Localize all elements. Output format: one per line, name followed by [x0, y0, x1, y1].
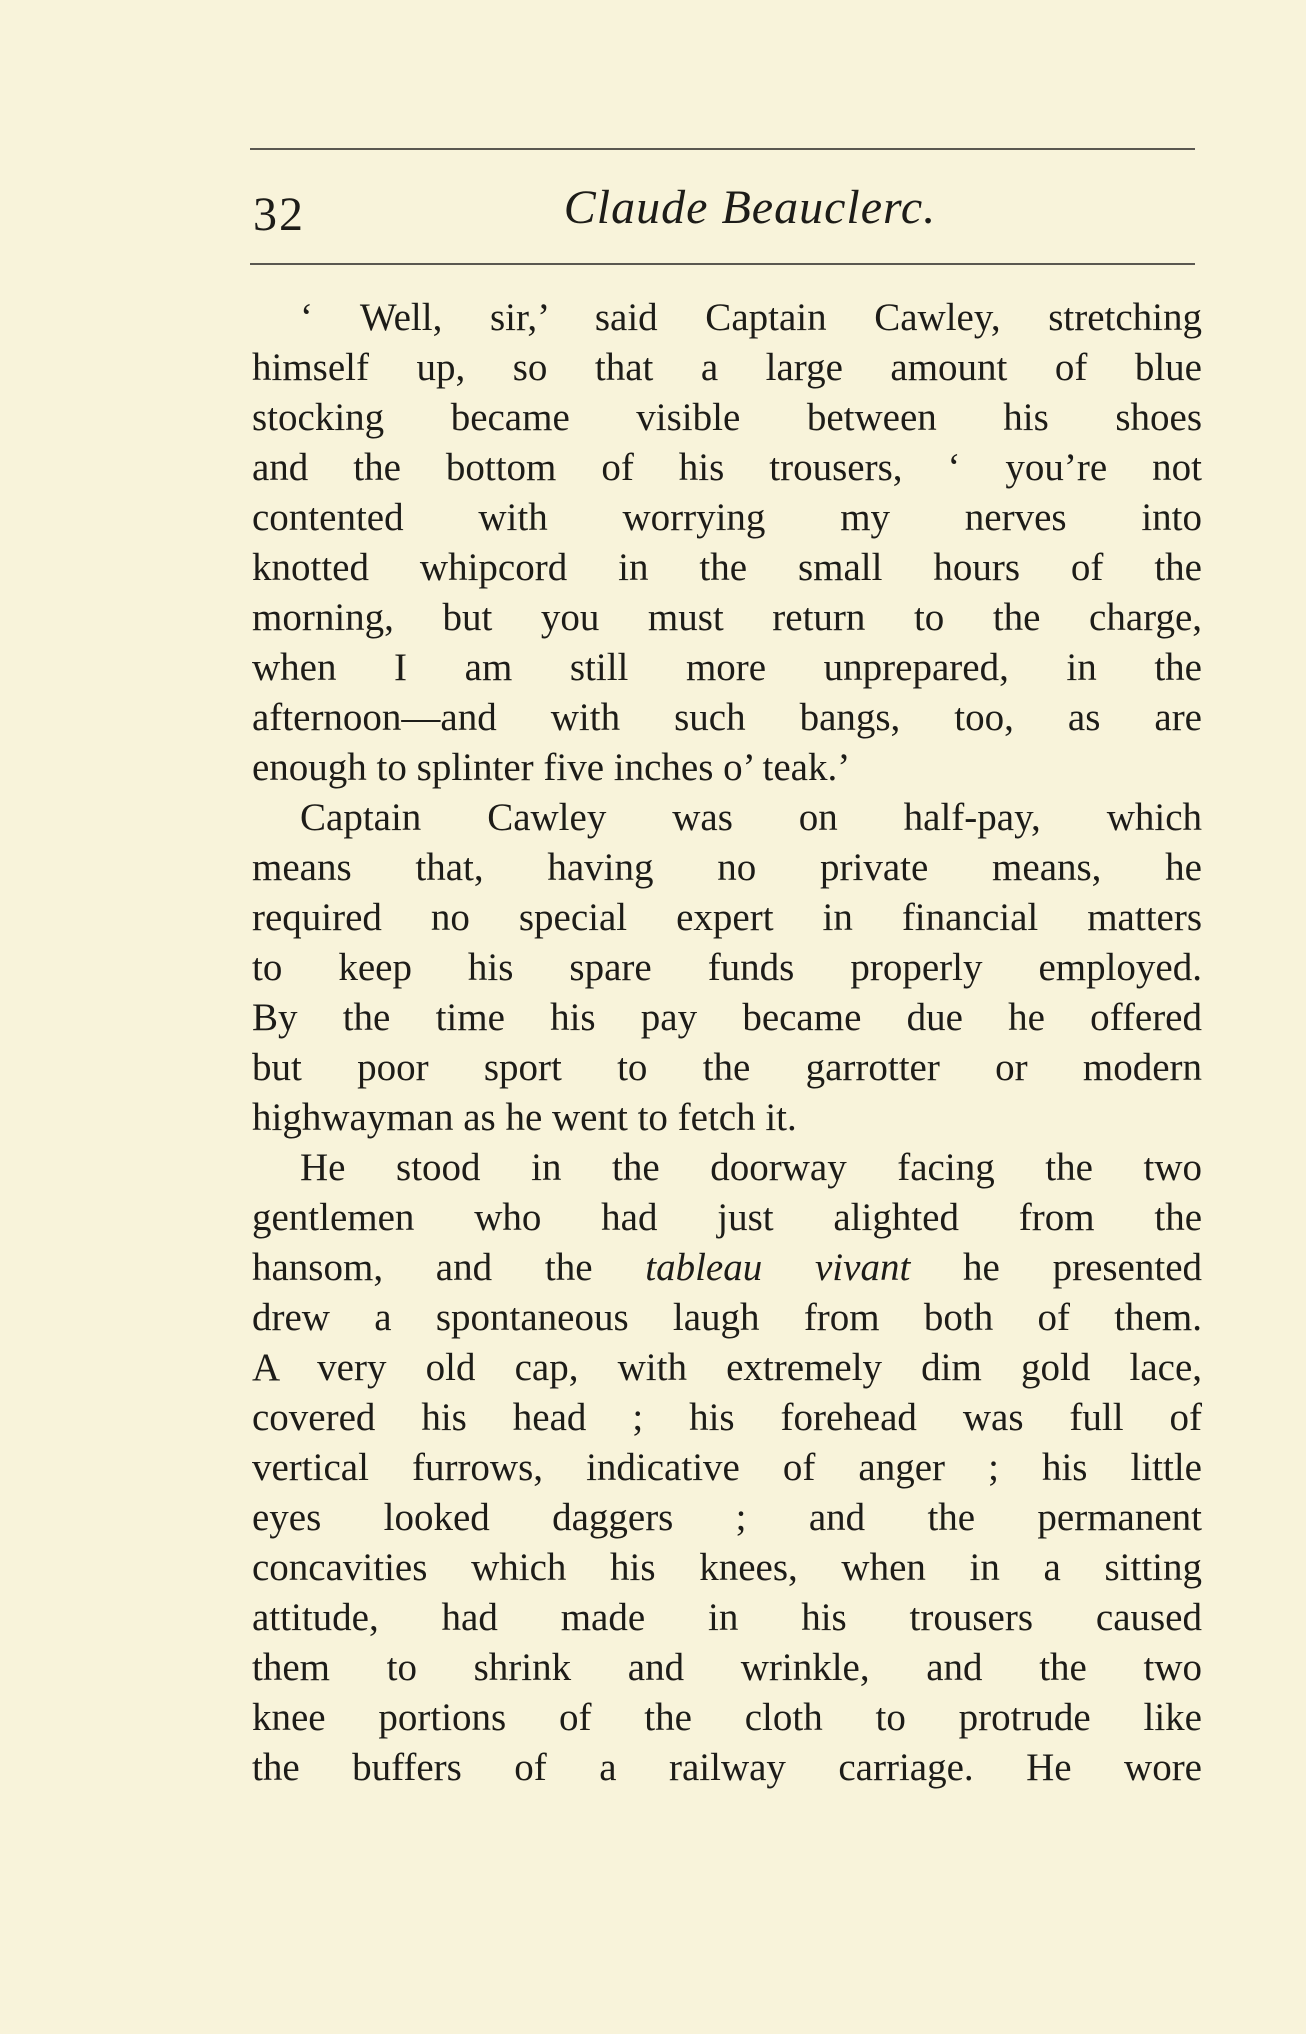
text-line: but poor sport to the garrotter or modern: [252, 1046, 1202, 1089]
page-number: 32: [253, 188, 305, 241]
text-line: stocking became visible between his shoes: [252, 396, 1202, 439]
text-line: Captain Cawley was on half-pay, which: [300, 796, 1202, 839]
text-line: morning, but you must return to the charge,: [252, 596, 1202, 639]
italic-phrase: tableau vivant: [645, 1246, 911, 1289]
text-line: the buffers of a railway carriage. He wore: [252, 1746, 1202, 1789]
text-line: when I am still more unprepared, in the: [252, 646, 1202, 689]
text-segment: hansom, and the: [252, 1246, 593, 1289]
text-line: covered his head ; his forehead was full of: [252, 1396, 1202, 1439]
text-line: ‘ Well, sir,’ said Captain Cawley, stretching: [300, 296, 1202, 339]
text-line: gentlemen who had just alighted from the: [252, 1196, 1202, 1239]
text-line: He stood in the doorway facing the two: [300, 1146, 1202, 1189]
text-line: contented with worrying my nerves into: [252, 496, 1202, 539]
text-line: himself up, so that a large amount of blue: [252, 346, 1202, 389]
text-line: afternoon—and with such bangs, too, as are: [252, 696, 1202, 739]
text-line: knotted whipcord in the small hours of the: [252, 546, 1202, 589]
text-line-mixed: [252, 1243, 1202, 1293]
text-line: By the time his pay became due he offered: [252, 996, 1202, 1039]
text-line: and the bottom of his trousers, ‘ you’re not: [252, 446, 1202, 489]
text-line: vertical furrows, indicative of anger ; his little: [252, 1446, 1202, 1489]
text-line: A very old cap, with extremely dim gold lace,: [252, 1346, 1202, 1389]
text-line: highwayman as he went to fetch it.: [252, 1096, 797, 1139]
header-top-rule: [250, 148, 1195, 150]
text-segment: he presented: [963, 1246, 1203, 1289]
text-line: eyes looked daggers ; and the permanent: [252, 1496, 1202, 1539]
header-bottom-rule: [250, 263, 1195, 265]
text-line: to keep his spare funds properly employed.: [252, 946, 1202, 989]
text-line: enough to splinter five inches o’ teak.’: [252, 746, 851, 789]
text-line: attitude, had made in his trousers caused: [252, 1596, 1202, 1639]
running-title: Claude Beauclerc.: [563, 181, 937, 234]
text-line: concavities which his knees, when in a sitting: [252, 1546, 1202, 1589]
text-line: means that, having no private means, he: [252, 846, 1202, 889]
text-line: drew a spontaneous laugh from both of them.: [252, 1296, 1202, 1339]
text-line: them to shrink and wrinkle, and the two: [252, 1646, 1202, 1689]
text-line: knee portions of the cloth to protrude like: [252, 1696, 1202, 1739]
text-line: required no special expert in financial matters: [252, 896, 1202, 939]
